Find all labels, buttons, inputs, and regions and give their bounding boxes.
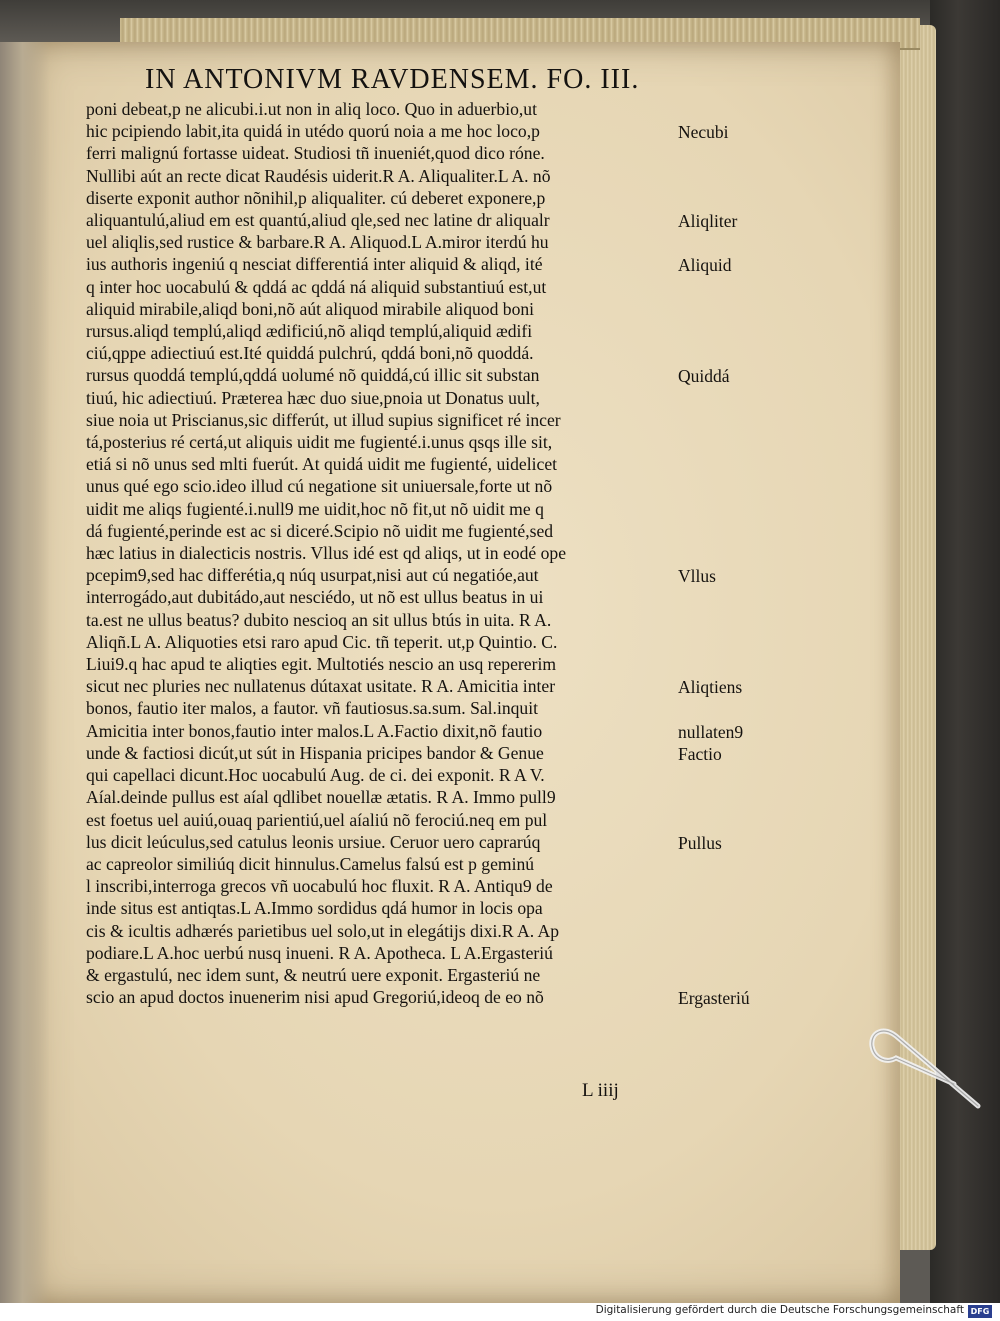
text-line: ta.est ne ullus beatus? dubito nescioq an sit ullus btús in uita. R A.	[86, 609, 552, 630]
dfg-logo: DFG	[968, 1305, 992, 1318]
marginal-note: Necubi	[678, 122, 729, 143]
text-line: interrogádo,aut dubitádo,aut nesciédo, ut nõ est ullus beatus in ui	[86, 587, 544, 608]
running-head: IN ANTONIVM RAVDENSEM. FO. III.	[145, 64, 640, 95]
text-line: scio an apud doctos inuenerim nisi apud Gregoriú,ideoq de eo nõ	[86, 987, 544, 1008]
text-line: uidit me aliqs fugienté.i.null9 me uidit,hoc nõ fit,ut nõ uidit me q	[86, 498, 544, 519]
text-line: ferri malignú fortasse uideat. Studiosi tñ inueniét,quod dico róne.	[86, 143, 545, 164]
text-line: est foetus uel auiú,ouaq parientiú,uel aíaliú nõ ferociú.neq em pul	[86, 809, 548, 830]
marginal-note: Pullus	[678, 832, 722, 853]
text-line: ciú,qppe adiectiuú est.Ité quiddá pulchrú, qddá boni,nõ quoddá.	[86, 343, 534, 364]
marginal-note: nullaten9	[678, 721, 744, 742]
text-line: unde & factiosi dicút,ut sút in Hispania pricipes bandor & Genue	[86, 742, 544, 763]
marginal-note: Quiddá	[678, 366, 730, 387]
text-line: rursus.aliqd templú,aliqd ædificiú,nõ aliqd templú,aliquid ædifi	[86, 321, 533, 342]
text-line: hæc latius in dialecticis nostris. Vllus idé est qd aliqs, ut in eodé ope	[86, 543, 567, 564]
text-line: dá fugienté,perinde est ac si diceré.Scipio nõ uidit me fugienté,sed	[86, 520, 554, 541]
text-line: ac capreolor similiúq dicit hinnulus.Camelus falsú est p geminú	[86, 853, 535, 874]
text-line: rursus quoddá templú,qddá uolumé nõ quiddá,cú illic sit substan	[86, 365, 540, 386]
text-line: tiuú, hic adiectiuú. Præterea hæc duo siue,pnoia ut Donatus uult,	[86, 387, 540, 408]
marginal-note: Aliquid	[678, 255, 732, 276]
text-line: & ergastulú, nec idem sunt, & neutrú uere exponit. Ergasteriú ne	[86, 964, 541, 985]
text-line: q inter hoc uocabulú & qddá ac qddá ná aliquid substantiuú est,ut	[86, 276, 547, 297]
text-line: Liui9.q hac apud te aliqties egit. Multotiés nescio an usq repererim	[86, 654, 557, 675]
marginal-note: Ergasteriú	[678, 988, 750, 1008]
text-line: tá,posterius ré certá,ut aliquis uidit me fugienté.i.unus qsqs ille sit,	[86, 432, 553, 453]
marginal-note: Factio	[678, 743, 722, 764]
marginal-note: Vllus	[678, 566, 716, 587]
text-line: diserte exponit author nõnihil,p aliqualiter. cú deberet exponere,p	[86, 187, 546, 208]
footer-credit: Digitalisierung gefördert durch die Deutsche Forschungsgemeinschaft	[595, 1304, 964, 1316]
text-line: bonos, fautio iter malos, a fautor. vñ fautiosus.sa.sum. Sal.inquit	[86, 698, 539, 719]
text-line: hic pcipiendo labit,ita quidá in utédo quorú noia a me hoc loco,p	[86, 121, 540, 142]
text-line: Aíal.deinde pullus est aíal qdlibet nouellæ ætatis. R A. Immo pull9	[86, 787, 556, 808]
text-line: Nullibi aút an recte dicat Raudésis uiderit.R A. Aliqualiter.L A. nõ	[86, 165, 551, 186]
text-line: podiare.L A.hoc uerbú nusq inueni. R A. Apotheca. L A.Ergasteriú	[86, 942, 553, 963]
text-line: etiá si nõ unus sed mlti fuerút. At quidá uidit me fugienté, uidelicet	[86, 454, 558, 475]
paper-clip-icon	[866, 1018, 981, 1110]
text-line: inde situs est antiqtas.L A.Immo sordidus qdá humor in locis opa	[86, 898, 543, 919]
text-line: pcepim9,sed hac differétia,q núq usurpat,nisi aut cú negatióe,aut	[86, 565, 539, 586]
signature-mark: L iiij	[582, 1080, 619, 1101]
main-text-block	[86, 98, 682, 1008]
text-line: qui capellaci dicunt.Hoc uocabulú Aug. de ci. dei exponit. R A V.	[86, 765, 545, 786]
text-line: ius authoris ingeniú q nesciat differentiá inter aliquid & aliqd, ité	[86, 254, 543, 275]
text-line: siue noia ut Priscianus,sic differút, ut illud supius significet ré incer	[86, 409, 561, 430]
marginal-note: Aliqtiens	[678, 677, 743, 698]
text-line: unus qué ego scio.ideo illud cú negatione sit uniuersale,forte ut nõ	[86, 476, 553, 497]
text-line: lus dicit leúculus,sed catulus leonis ursiue. Ceruor uero caprarúq	[86, 831, 541, 852]
text-line: poni debeat,p ne alicubi.i.ut non in aliq loco. Quo in aduerbio,ut	[86, 99, 537, 119]
page-gutter	[0, 42, 50, 1304]
book-cover-edge	[930, 0, 1000, 1321]
text-line: l inscribi,interroga grecos vñ uocabulú hoc fluxit. R A. Antiqu9 de	[86, 876, 553, 897]
marginal-note: Aliqliter	[678, 211, 738, 231]
text-line: cis & icultis adhærés parietibus uel solo,ut in elegátijs dixi.R A. Ap	[86, 920, 560, 941]
text-line: Amicitia inter bonos,fautio inter malos.L A.Factio dixit,nõ fautio	[86, 720, 543, 741]
text-line: Aliqñ.L A. Aliquoties etsi raro apud Cic. tñ teperit. ut,p Quintio. C.	[86, 631, 558, 652]
text-line: uel aliqlis,sed rustice & barbare.R A. Aliquod.L A.miror iterdú hu	[86, 232, 549, 253]
text-line: aliquantulú,aliud em est quantú,aliud qle,sed nec latine dr aliqualr	[86, 210, 550, 231]
text-line: aliquid mirabile,aliqd boni,nõ aút aliquod mirabile aliquod boni	[86, 298, 535, 319]
text-line: sicut nec pluries nec nullatenus dútaxat usitate. R A. Amicitia inter	[86, 676, 556, 697]
